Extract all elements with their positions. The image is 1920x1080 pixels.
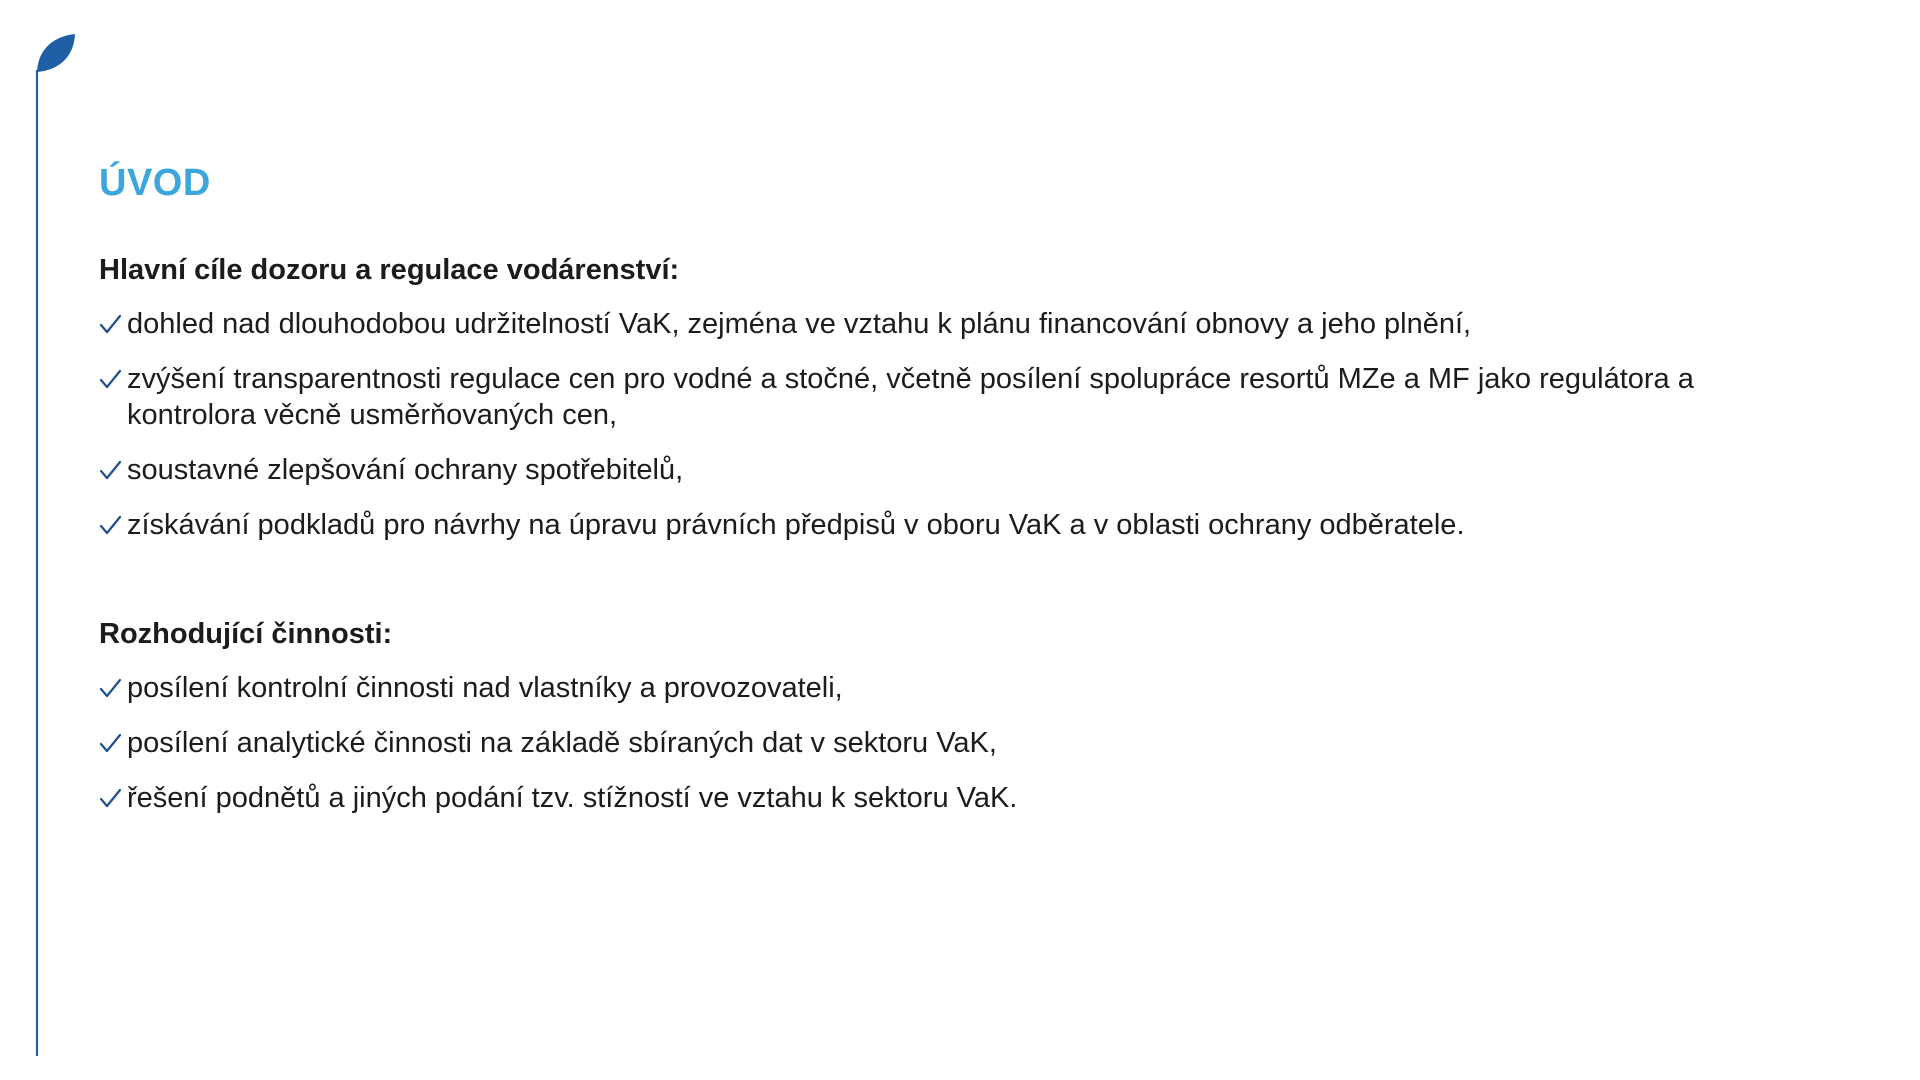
section-heading: Rozhodující činnosti:: [99, 618, 393, 650]
goals-list: [99, 306, 1799, 543]
list-item: [99, 452, 1799, 488]
leaf-icon: [37, 34, 75, 72]
list-item: [99, 507, 1799, 543]
list-item: [99, 725, 1799, 761]
checkmark-icon: [99, 452, 123, 488]
checkmark-icon: [99, 780, 123, 816]
checkmark-icon: [99, 361, 123, 397]
list-item-text: soustavné zlepšování ochrany spotřebitelů,: [127, 454, 684, 486]
list-item-text: řešení podnětů a jiných podání tzv. stížností ve vztahu k sektoru VaK.: [127, 782, 1018, 814]
checkmark-icon: [99, 725, 123, 761]
section-goals: [99, 252, 1799, 543]
list-item: [99, 306, 1799, 342]
checkmark-icon: [99, 306, 123, 342]
list-item: [99, 780, 1799, 816]
activities-list: [99, 670, 1799, 816]
list-item-text: zvýšení transparentnosti regulace cen pro vodné a stočné, včetně posílení spolupráce resortů MZe a MF jako regulátora a kontrolora věcně usměrňovaných cen,: [127, 363, 1694, 431]
list-item-text: dohled nad dlouhodobou udržitelností VaK, zejména ve vztahu k plánu financování obnovy a jeho plnění,: [127, 308, 1472, 340]
page-title: ÚVOD: [99, 162, 211, 204]
checkmark-icon: [99, 670, 123, 706]
list-item-text: posílení analytické činnosti na základě sbíraných dat v sektoru VaK,: [127, 727, 997, 759]
list-item-text: získávání podkladů pro návrhy na úpravu právních předpisů v oboru VaK a v oblasti ochrany odběratele.: [127, 509, 1465, 541]
section-activities: [99, 616, 1799, 816]
list-item-text: posílení kontrolní činnosti nad vlastníky a provozovateli,: [127, 672, 843, 704]
list-item: [99, 361, 1799, 433]
checkmark-icon: [99, 507, 123, 543]
list-item: [99, 670, 1799, 706]
section-heading: Hlavní cíle dozoru a regulace vodárenství:: [99, 254, 680, 286]
slide-content: [99, 252, 1799, 835]
section-spacer: [99, 562, 1799, 616]
